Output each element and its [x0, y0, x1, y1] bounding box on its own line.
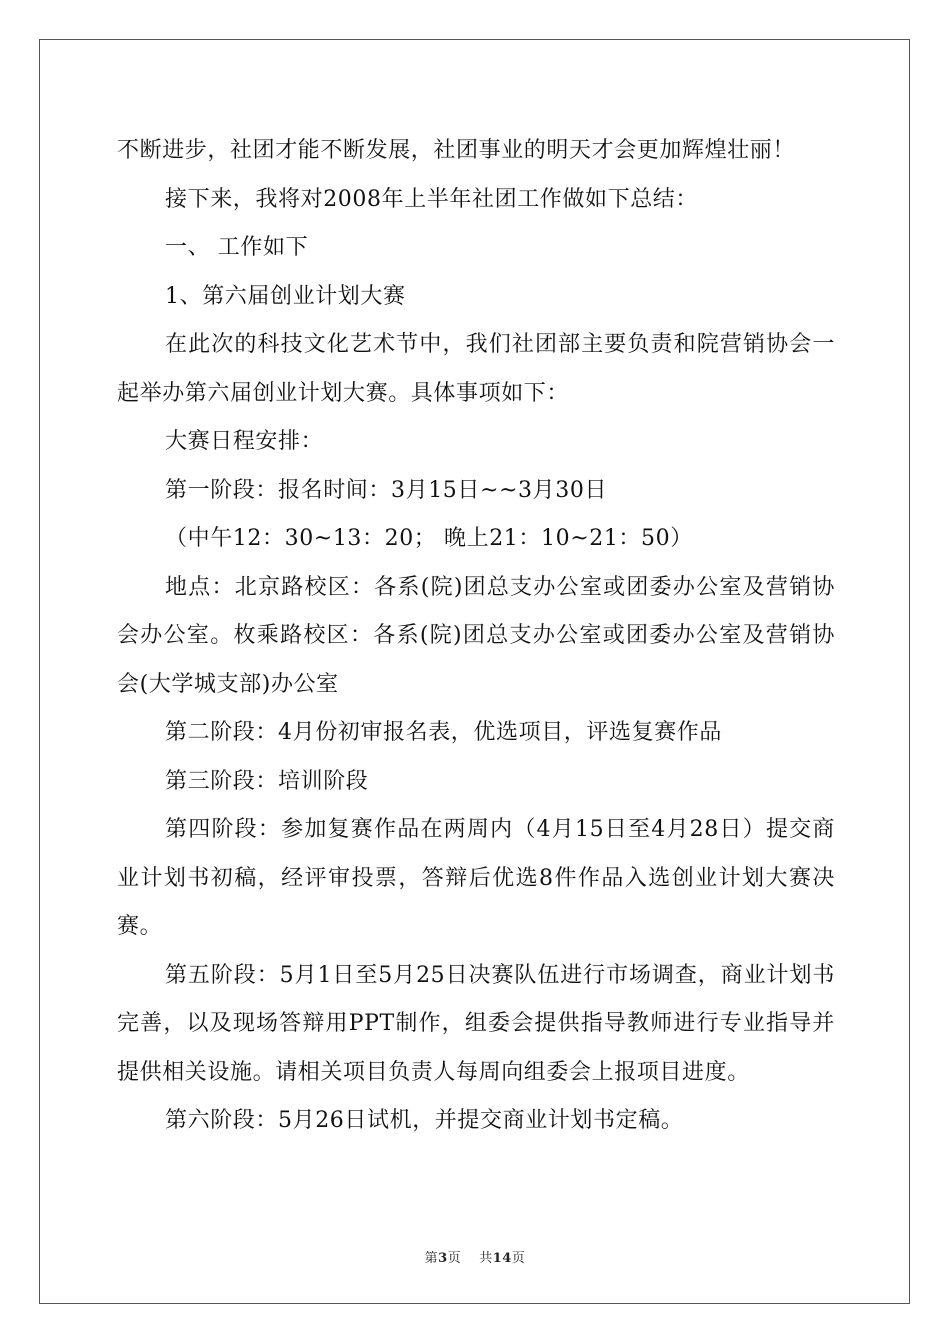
stage-6: 第六阶段：5月26日试机，并提交商业计划书定稿。 [165, 1108, 684, 1133]
page-prefix: 第 [424, 1251, 439, 1266]
paragraph-5: 在此次的科技文化艺术节中，我们社团部主要负责和院营销协会一起举办第六届创业计划大赛。具体事项如下： [117, 332, 835, 406]
page-current: 3 [438, 1251, 448, 1266]
document-body [117, 127, 835, 1146]
stage-3: 第三阶段：培训阶段 [165, 768, 369, 794]
stage-1: 第一阶段：报名时间：3月15日~~3月30日 [165, 477, 608, 503]
paragraph-1: 不断进步，社团才能不断发展，社团事业的明天才会更加辉煌壮丽！ [117, 138, 796, 163]
total-suffix: 页 [511, 1251, 526, 1266]
paragraph-2: 接下来，我将对2008年上半年社团工作做如下总结： [165, 186, 698, 212]
stage-4: 第四阶段：参加复赛作品在两周内（4月15日至4月28日）提交商业计划书初稿，经评审投票，答辩后优选8件作品入选创业计划大赛决赛。 [117, 817, 835, 939]
schedule-heading: 大赛日程安排： [165, 429, 324, 454]
stage-5: 第五阶段：5月1日至5月25日决赛队伍进行市场调查，商业计划书完善，以及现场答辩用PPT制作，组委会提供指导教师进行专业指导并提供相关设施。请相关项目负责人每周向组委会上报项目进度。 [117, 962, 835, 1085]
total-prefix: 共 [479, 1251, 493, 1266]
page-footer [0, 1247, 950, 1266]
page-suffix: 页 [447, 1251, 462, 1266]
page-total: 14 [492, 1251, 512, 1266]
stage-1-location: 地点：北京路校区：各系(院)团总支办公室或团委办公室及营销协会办公室。枚乘路校区：各系(院)团总支办公室或团委办公室及营销协会(大学城支部)办公室 [117, 574, 835, 697]
subsection-heading-1: 1、第六届创业计划大赛 [165, 283, 406, 309]
section-heading-1: 一、 工作如下 [165, 235, 309, 260]
stage-1-times: （中午12：30~13：20； 晚上21：10~21：50） [165, 526, 693, 551]
stage-2: 第二阶段：4月份初审报名表，优选项目，评选复赛作品 [165, 720, 722, 745]
